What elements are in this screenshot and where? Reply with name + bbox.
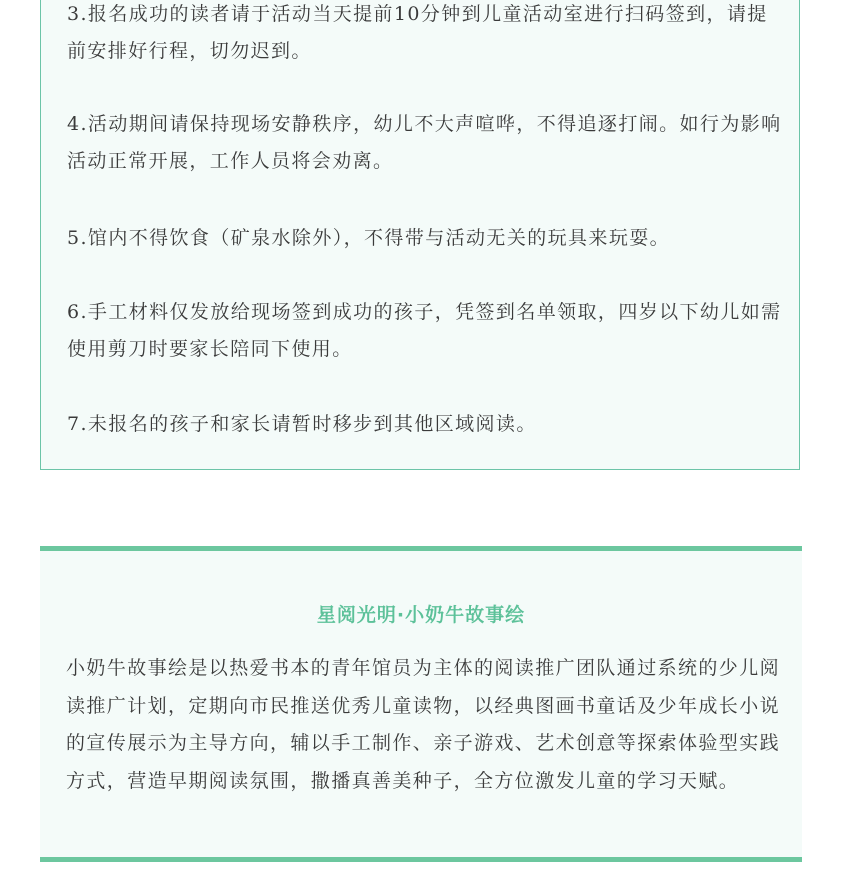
story-program-intro-box	[40, 546, 802, 862]
rule-item-3: 3.报名成功的读者请于活动当天提前10分钟到儿童活动室进行扫码签到，请提前安排好行程，切勿迟到。	[67, 3, 768, 62]
activity-rules-box	[40, 0, 800, 470]
rule-item-6: 6.手工材料仅发放给现场签到成功的孩子，凭签到名单领取，四岁以下幼儿如需使用剪刀时要家长陪同下使用。	[67, 301, 782, 360]
section-body-text: 小奶牛故事绘是以热爱书本的青年馆员为主体的阅读推广团队通过系统的少儿阅读推广计划，定期向市民推送优秀儿童读物，以经典图画书童话及少年成长小说的宣传展示为主导方向，辅以手工制作、亲子游戏、艺术创意等探索体验型实践方式，营造早期阅读氛围，撒播真善美种子，全方位激发儿童的学习天赋。	[66, 657, 781, 792]
rule-item-4: 4.活动期间请保持现场安静秩序，幼儿不大声喧哗，不得追逐打闹。如行为影响活动正常开展，工作人员将会劝离。	[67, 113, 782, 172]
rule-item-7: 7.未报名的孩子和家长请暂时移步到其他区域阅读。	[67, 413, 537, 435]
section-title: 星阅光明·小奶牛故事绘	[316, 604, 526, 626]
rule-item-5: 5.馆内不得饮食（矿泉水除外），不得带与活动无关的玩具来玩耍。	[67, 227, 671, 249]
